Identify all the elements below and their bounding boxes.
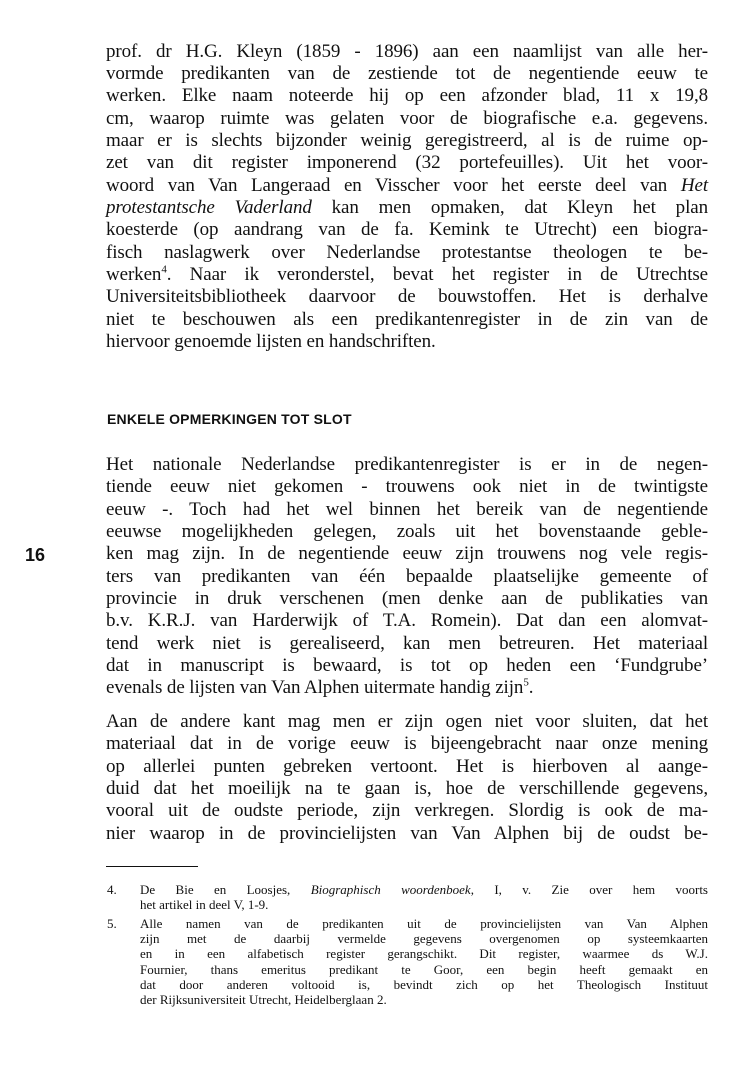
text-line: zet van dit register imponerend (32 portefeuilles). Uit het voor- — [106, 152, 708, 173]
text-line: provincie in druk verschenen (men denke aan de publikaties van — [106, 588, 708, 609]
footnote-ref-5: 5 — [523, 676, 529, 689]
footnote-line: zijn met de daarbij vermelde gegevens overgenomen op systeemkaarten — [140, 931, 708, 946]
text-segment: kan men opmaken, dat Kleyn het plan — [311, 197, 708, 218]
text-line: Universiteitsbibliotheek daarvoor de bouwstoffen. Het is derhalve — [106, 286, 708, 307]
text-line: ken mag zijn. In de negentiende eeuw zijn trouwens nog vele regis- — [106, 543, 708, 564]
text-line: tiende eeuw niet gekomen - trouwens ook niet in de twintigste — [106, 476, 708, 497]
text-line: fisch naslagwerk over Nederlandse protestantse theologen te be- — [106, 242, 708, 263]
text-line: ters van predikanten van één bepaalde plaatselijke gemeente of — [106, 566, 708, 587]
text-line: koesterde (op aandrang van de fa. Kemink te Utrecht) een biogra- — [106, 219, 708, 240]
text-segment: , I, v. Zie over hem voorts — [470, 882, 708, 897]
text-line — [106, 175, 708, 197]
text-segment: evenals de lijsten van Van Alphen uitermate handig zijn — [106, 677, 524, 698]
book-title-italic: Het — [680, 175, 708, 196]
text-line: vormde predikanten van de zestiende tot de negentiende eeuw te — [106, 63, 708, 84]
text-line: Het nationale Nederlandse predikantenregister is er in de negen- — [106, 454, 708, 475]
text-line: prof. dr H.G. Kleyn (1859 - 1896) aan een naamlijst van alle her- — [106, 41, 708, 62]
text-line: cm, waarop ruimte was gelaten voor de biografische e.a. gegevens. — [106, 108, 708, 129]
footnote-number: 5. — [107, 916, 117, 931]
text-line: niet te beschouwen als een predikantenregister in de zin van de — [106, 309, 708, 330]
text-segment: werken — [106, 264, 162, 285]
book-title-italic: protestantsche Vaderland — [106, 197, 312, 218]
footnote-ref-4: 4 — [161, 263, 167, 276]
footnote-line: Alle namen van de predikanten uit de provincielijsten van Van Alphen — [140, 916, 708, 931]
footnote-line: der Rijksuniversiteit Utrecht, Heidelberglaan 2. — [140, 992, 387, 1007]
footnote-number: 4. — [107, 882, 117, 897]
text-line: hiervoor genoemde lijsten en handschriften. — [106, 331, 436, 352]
page-number: 16 — [25, 545, 46, 565]
text-line — [106, 677, 708, 699]
text-segment: . Naar ik veronderstel, bevat het register in de Utrechtse — [166, 264, 708, 285]
book-title-italic: Biographisch woordenboek — [310, 882, 471, 897]
text-line: werken. Elke naam noteerde hij op een afzonder blad, 11 x 19,8 — [106, 85, 708, 106]
text-segment: . — [528, 677, 534, 698]
text-line — [106, 197, 708, 219]
text-segment: woord van Van Langeraad en Visscher voor het eerste deel van — [106, 175, 681, 196]
text-line: op allerlei punten gebreken vertoont. Het is hierboven al aange- — [106, 756, 708, 777]
footnote-line: Fournier, thans emeritus predikant te Goor, een begin heeft gemaakt en — [140, 962, 708, 977]
text-line: b.v. K.R.J. van Harderwijk of T.A. Romein). Dat dan een alomvat- — [106, 610, 708, 631]
text-line — [106, 264, 708, 286]
text-line: Aan de andere kant mag men er zijn ogen niet voor sluiten, dat het — [106, 711, 708, 732]
text-line: eeuwse mogelijkheden gelegen, zoals uit het bovenstaande geble- — [106, 521, 708, 542]
footnote-line — [140, 882, 708, 897]
text-line: materiaal dat in de vorige eeuw is bijeengebracht naar onze mening — [106, 733, 708, 754]
text-line: maar er is slechts bijzonder weinig geregistreerd, al is de ruime op- — [106, 130, 708, 151]
text-line: dat in manuscript is bewaard, is tot op heden een ‘Fundgrube’ — [106, 655, 708, 676]
text-line: duid dat het moeilijk na te gaan is, hoe de verschillende gegevens, — [106, 778, 708, 799]
text-line: eeuw -. Toch had het wel binnen het bereik van de negentiende — [106, 499, 708, 520]
section-heading: ENKELE OPMERKINGEN TOT SLOT — [107, 411, 352, 427]
footnote-line: dat door anderen voltooid is, bevindt zich op het Theologisch Instituut — [140, 977, 708, 992]
text-line: tend werk niet is gerealiseerd, kan men betreuren. Het materiaal — [106, 633, 708, 654]
text-line: vooral uit de oudste periode, zijn verkregen. Slordig is ook de ma- — [106, 800, 708, 821]
footnote-line: het artikel in deel V, 1-9. — [140, 897, 269, 912]
text-segment: De Bie en Loosjes, — [140, 882, 311, 897]
text-line: nier waarop in de provincielijsten van Van Alphen bij de oudst be- — [106, 823, 708, 844]
footnote-line: en in een alfabetisch register gerangschikt. Dit register, waarmee ds W.J. — [140, 946, 708, 961]
footnote-separator — [106, 866, 198, 867]
